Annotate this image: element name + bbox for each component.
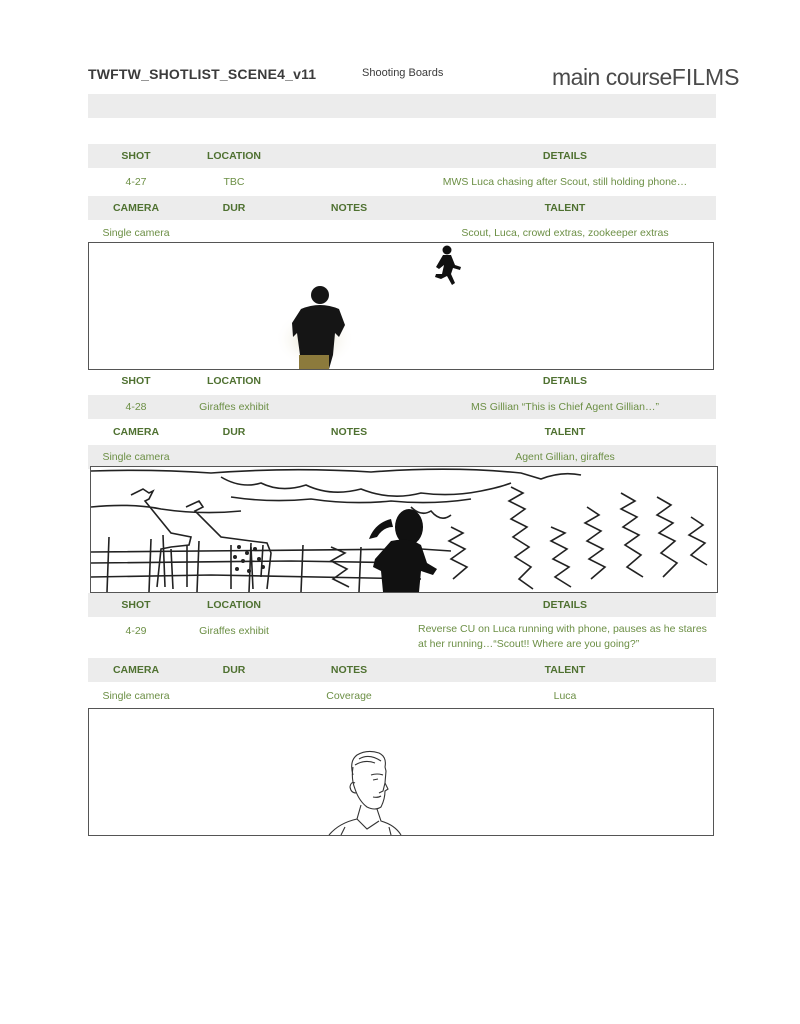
shot-location: Giraffes exhibit [199, 625, 269, 637]
shot-value-row [88, 170, 716, 194]
details-label: DETAILS [542, 599, 588, 611]
shot-camera: Single camera [102, 227, 170, 239]
shot-number: 4-28 [125, 401, 147, 413]
location-label: LOCATION [206, 599, 262, 611]
company-logo [552, 64, 740, 91]
shot-number: 4-29 [125, 625, 147, 637]
shot-talent: Scout, Luca, crowd extras, zookeeper extras [461, 227, 669, 239]
talent-label: TALENT [544, 426, 586, 438]
logo-main-text: main course [552, 64, 672, 90]
notes-label: NOTES [330, 426, 368, 438]
camera-label: CAMERA [112, 664, 160, 676]
shot-duration [184, 684, 284, 708]
storyboard-frame [88, 242, 714, 370]
details-label: DETAILS [542, 375, 588, 387]
logo-films-text: FILMS [671, 64, 740, 90]
dur-label: DUR [222, 664, 246, 676]
shot-location: Giraffes exhibit [199, 401, 269, 413]
runner-silhouette [91, 467, 717, 592]
shot-value-row [88, 619, 716, 657]
details-label: DETAILS [542, 150, 588, 162]
talent-label: TALENT [544, 202, 586, 214]
talent-label: TALENT [544, 664, 586, 676]
shot-header-row [88, 144, 716, 168]
camera-label: CAMERA [112, 202, 160, 214]
shot-talent: Agent Gillian, giraffes [515, 451, 615, 463]
shot-label: SHOT [121, 150, 151, 162]
shot-details: MWS Luca chasing after Scout, still holding phone… [442, 176, 688, 188]
storyboard-frame [90, 466, 718, 593]
storyboard-frame [88, 708, 714, 836]
shot-notes: Coverage [326, 690, 372, 702]
notes-label: NOTES [330, 664, 368, 676]
camera-header-row [88, 420, 716, 444]
dur-label: DUR [222, 202, 246, 214]
shot-label: SHOT [121, 599, 151, 611]
shot-number: 4-27 [125, 176, 147, 188]
camera-value-row [88, 684, 716, 708]
storyboard-sketch-chase [89, 243, 713, 369]
shot-location: TBC [223, 176, 245, 188]
shot-header-row [88, 593, 716, 617]
camera-header-row [88, 196, 716, 220]
location-label: LOCATION [206, 150, 262, 162]
header-band [88, 94, 716, 118]
shot-talent: Luca [553, 690, 577, 702]
location-label: LOCATION [206, 375, 262, 387]
shot-details: Reverse CU on Luca running with phone, pauses as he stares at her running…“Scout!! Where are you going?” [418, 623, 707, 650]
storyboard-sketch-luca-closeup [89, 709, 713, 835]
document-subtitle: Shooting Boards [362, 67, 444, 79]
shot-details: MS Gillian “This is Chief Agent Gillian…” [471, 401, 659, 413]
camera-label: CAMERA [112, 426, 160, 438]
shot-header-row [88, 369, 716, 393]
shot-camera: Single camera [102, 451, 170, 463]
camera-header-row [88, 658, 716, 682]
shot-label: SHOT [121, 375, 151, 387]
shot-camera: Single camera [102, 690, 170, 702]
notes-label: NOTES [330, 202, 368, 214]
document-title: TWFTW_SHOTLIST_SCENE4_v11 [88, 66, 317, 82]
shot-value-row [88, 395, 716, 419]
dur-label: DUR [222, 426, 246, 438]
